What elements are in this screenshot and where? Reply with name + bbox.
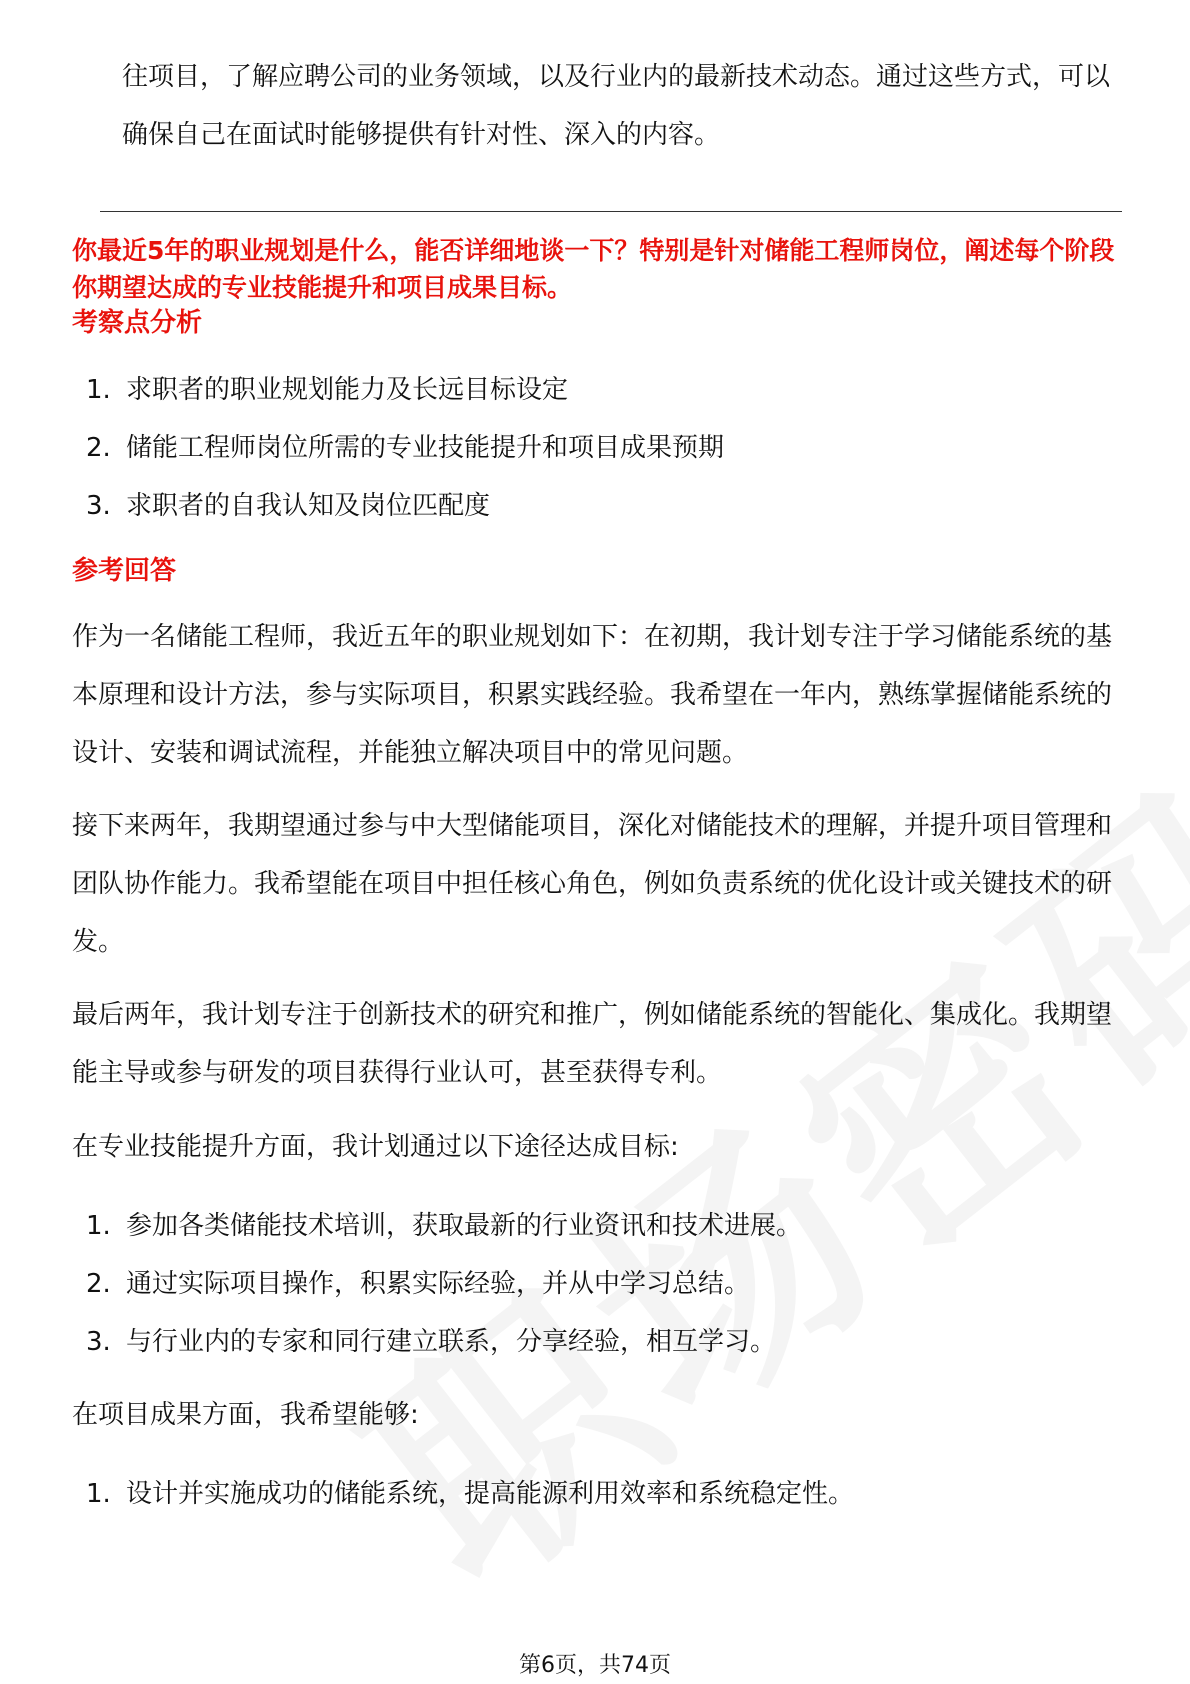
page-number: 第6页，共74页: [519, 1653, 671, 1678]
list-item: [86, 361, 724, 419]
list-item: [86, 1255, 802, 1313]
list-text: 求职者的自我认知及岗位匹配度: [126, 491, 491, 521]
answer-paragraph: 作为一名储能工程师，我近五年的职业规划如下：在初期，我计划专注于学习储能系统的基本原理和设计方法，参与实际项目，积累实践经验。我希望在一年内，熟练掌握储能系统的设计、安装和调试流程，并能独立解决项目中的常见问题。: [72, 622, 1113, 768]
answer-heading: 参考回答: [72, 556, 177, 586]
list-text: 储能工程师岗位所需的专业技能提升和项目成果预期: [126, 433, 725, 463]
list-number: 3.: [86, 1327, 111, 1357]
interview-question: 你最近5年的职业规划是什么，能否详细地谈一下？特别是针对储能工程师岗位，阐述每个阶段你期望达成的专业技能提升和项目成果目标。: [72, 236, 1115, 302]
analysis-list: [86, 361, 724, 535]
list-text: 求职者的职业规划能力及长远目标设定: [126, 375, 569, 405]
continued-paragraph: 往项目，了解应聘公司的业务领域，以及行业内的最新技术动态。通过这些方式，可以确保自己在面试时能够提供有针对性、深入的内容。: [122, 62, 1111, 150]
skill-list: [86, 1197, 802, 1371]
answer-paragraph: 接下来两年，我期望通过参与中大型储能项目，深化对储能技术的理解，并提升项目管理和团队协作能力。我希望能在项目中担任核心角色，例如负责系统的优化设计或关键技术的研发。: [72, 811, 1113, 957]
list-number: 3.: [86, 491, 111, 521]
outcome-list: [86, 1465, 854, 1523]
analysis-heading: 考察点分析: [72, 308, 203, 338]
list-number: 2.: [86, 433, 111, 463]
list-text: 参加各类储能技术培训，获取最新的行业资讯和技术进展。: [126, 1211, 803, 1241]
list-text: 与行业内的专家和同行建立联系，分享经验，相互学习。: [126, 1327, 777, 1357]
list-item: [86, 1465, 854, 1523]
section-divider: [100, 211, 1122, 212]
list-number: 1.: [86, 1211, 111, 1241]
list-text: 设计并实施成功的储能系统，提高能源利用效率和系统稳定性。: [126, 1479, 855, 1509]
list-item: [86, 1197, 802, 1255]
list-number: 1.: [86, 1479, 111, 1509]
list-text: 通过实际项目操作，积累实际经验，并从中学习总结。: [126, 1269, 751, 1299]
answer-paragraph: 在专业技能提升方面，我计划通过以下途径达成目标:: [72, 1132, 679, 1162]
list-item: [86, 477, 724, 535]
list-item: [86, 419, 724, 477]
answer-paragraph: 最后两年，我计划专注于创新技术的研究和推广，例如储能系统的智能化、集成化。我期望能主导或参与研发的项目获得行业认可，甚至获得专利。: [72, 1000, 1113, 1088]
answer-paragraph: 在项目成果方面，我希望能够:: [72, 1400, 419, 1430]
list-item: [86, 1313, 802, 1371]
list-number: 1.: [86, 375, 111, 405]
list-number: 2.: [86, 1269, 111, 1299]
